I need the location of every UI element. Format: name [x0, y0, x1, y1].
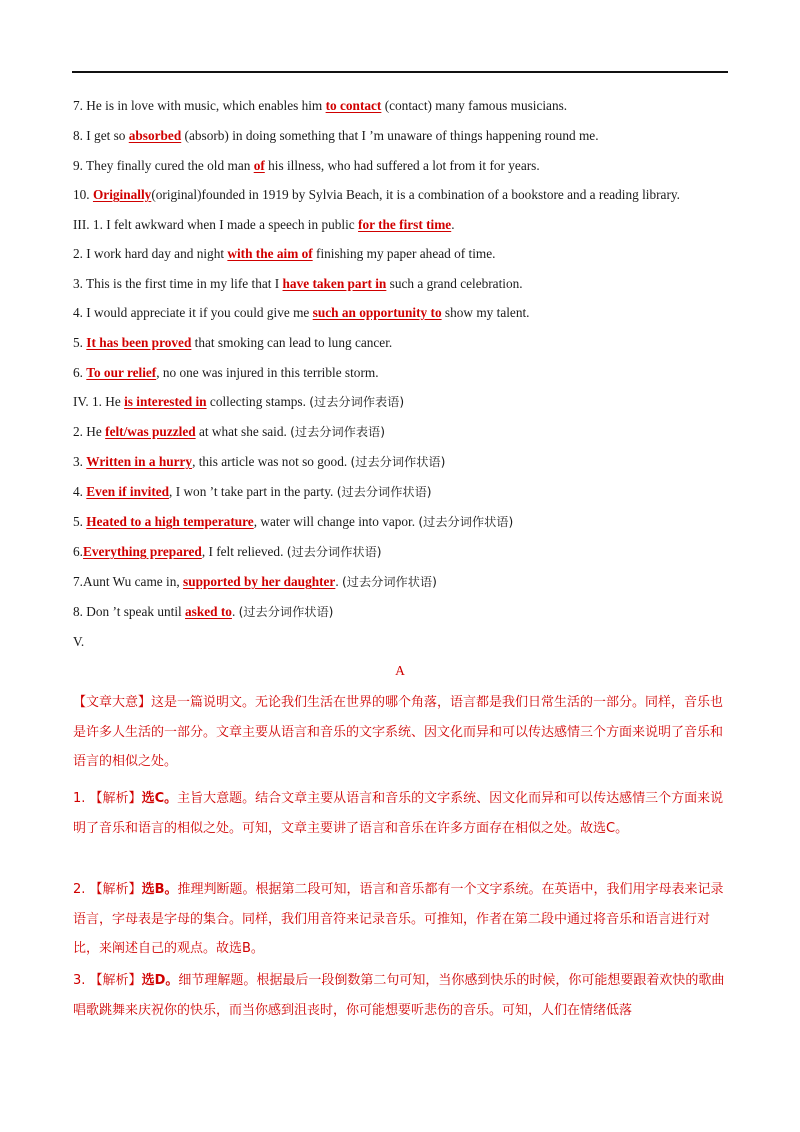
analysis-2: 2. 【解析】选B。推理判断题。根据第二段可知，语言和音乐都有一个文字系统。在英语中，我们用字母表来记录语言，字母表是字母的集合。同样，我们用音符来记录音乐。可推知，作者在第二段中通过将音乐和语言进行对比，来阐述自己的观点。故选B。 [73, 882, 724, 956]
header-rule [72, 71, 728, 73]
analysis-3: 3. 【解析】选D。细节理解题。根据最后一段倒数第二句可知，当你感到快乐的时候，你可能想要跟着欢快的歌曲唱歌跳舞来庆祝你的快乐，而当你感到沮丧时，你可能想要听悲伤的音乐。可知，人们在情绪低落 [73, 973, 725, 1018]
answer-line-2-7: 7. He is in love with music, which enables him to contact (contact) many famous musicians. [73, 98, 568, 113]
analysis-1: 1. 【解析】选C。主旨大意题。结合文章主要从语言和音乐的文字系统、因文化而异和可以传达感情三个方面来说明了音乐和语言的相似之处。可知，文章主要讲了语言和音乐在许多方面存在相似之处。故选C。 [73, 791, 724, 836]
answer-line-3-2: 2. I work hard day and night with the aim of finishing my paper ahead of time. [73, 246, 496, 261]
answer-line-3-3: 3. This is the first time in my life that I have taken part in such a grand celebration. [73, 276, 523, 291]
summary-tag: 【文章大意】 [73, 695, 152, 710]
passage-label: A [395, 663, 405, 678]
answer-line-4-2: 2. He felt/was puzzled at what she said. (过去分词作表语) [73, 424, 385, 439]
answer-line-3-4: 4. I would appreciate it if you could give me such an opportunity to show my talent. [73, 305, 530, 320]
summary-text: 这是一篇说明文。无论我们生活在世界的哪个角落，语言都是我们日常生活的一部分。同样，音乐也是许多人生活的一部分。文章主要从语言和音乐的文字系统、因文化而异和可以传达感情三个方面来说明了音乐和语言的相似之处。 [73, 695, 724, 769]
answer-line-3-1: III. 1. I felt awkward when I made a speech in public for the first time. [73, 217, 455, 232]
section-5-label: V. [73, 634, 85, 649]
answer-line-3-5: 5. It has been proved that smoking can lead to lung cancer. [73, 335, 393, 350]
answer-line-2-8: 8. I get so absorbed (absorb) in doing something that I ’m unaware of things happening round me. [73, 128, 599, 143]
answer-line-2-9: 9. They finally cured the old man of his illness, who had suffered a lot from it for years. [73, 158, 540, 173]
answer-line-3-6: 6. To our relief, no one was injured in this terrible storm. [73, 365, 379, 380]
answer-line-4-7: 7.Aunt Wu came in, supported by her daughter. (过去分词作状语) [73, 574, 437, 589]
answer-line-4-3: 3. Written in a hurry, this article was not so good. (过去分词作状语) [73, 454, 446, 469]
answer-line-4-4: 4. Even if invited, I won ’t take part in the party. (过去分词作状语) [73, 484, 432, 499]
article-summary [73, 688, 729, 777]
answer-line-4-5: 5. Heated to a high temperature, water will change into vapor. (过去分词作状语) [73, 514, 514, 529]
answer-line-4-1: IV. 1. He is interested in collecting stamps. (过去分词作表语) [73, 394, 405, 409]
answer-line-4-6: 6.Everything prepared, I felt relieved. (过去分词作状语) [73, 544, 382, 559]
answer-line-4-8: 8. Don ’t speak until asked to. (过去分词作状语) [73, 604, 334, 619]
answer-line-2-10: 10. Originally(original)founded in 1919 by Sylvia Beach, it is a combination of a bookstore and a reading library. [73, 187, 680, 202]
